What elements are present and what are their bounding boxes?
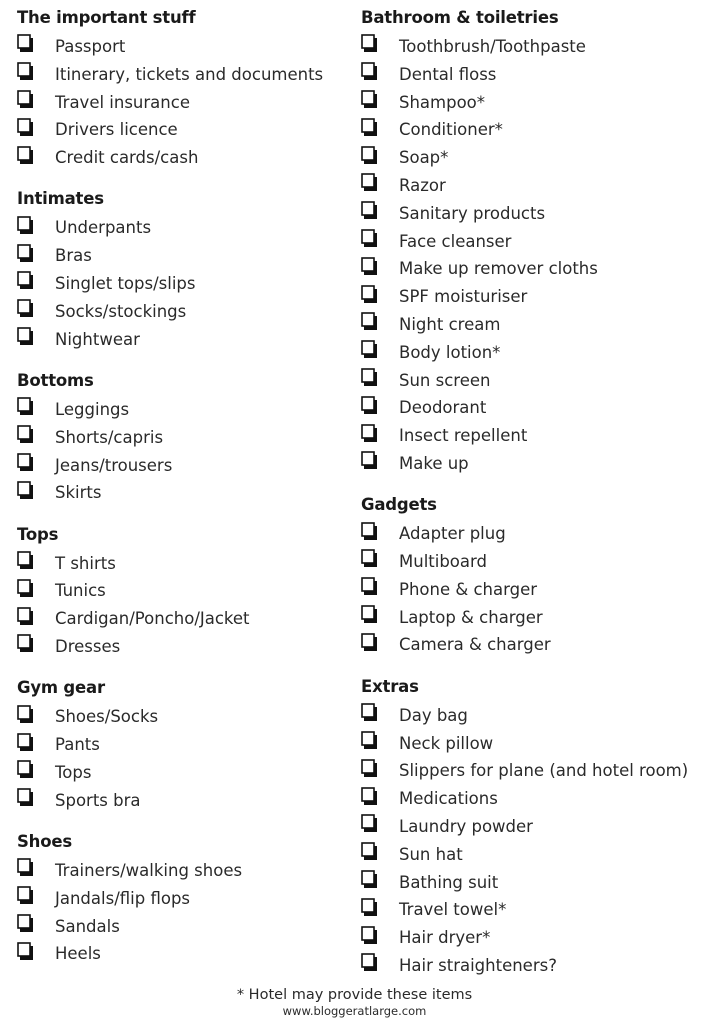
checklist-item[interactable] (17, 242, 352, 270)
checklist-item-label: Tunics (55, 581, 106, 601)
section-gym-gear (17, 676, 352, 814)
checklist-item[interactable] (17, 731, 352, 759)
checklist-item-label: Nightwear (55, 329, 140, 349)
checkbox-with-shadow-icon[interactable] (361, 605, 378, 624)
checklist-item-label: Drivers licence (55, 120, 178, 140)
checkbox-with-shadow-icon[interactable] (361, 953, 378, 972)
checkbox-with-shadow-icon[interactable] (361, 146, 378, 165)
checklist-item[interactable] (361, 757, 701, 785)
checklist-item-label: Itinerary, tickets and documents (55, 64, 324, 84)
checklist-item-label: SPF moisturiser (399, 287, 528, 307)
checklist-item-label: Bathing suit (399, 872, 499, 892)
checklist-item-label: Shampoo* (399, 92, 486, 112)
checklist-item-label: Sports bra (55, 790, 141, 810)
checklist-item-label: Sanitary products (399, 203, 546, 223)
checklist-item-label: Jandals/flip flops (55, 888, 191, 908)
checklist-item-label: Skirts (55, 483, 102, 503)
checkbox-with-shadow-icon[interactable] (17, 914, 34, 933)
checkbox-with-shadow-icon[interactable] (17, 397, 34, 416)
checklist-item-label: Face cleanser (399, 231, 512, 251)
checklist-item-label: Shoes/Socks (55, 707, 159, 727)
checklist-item-label: Leggings (55, 399, 130, 419)
checkbox-with-shadow-icon[interactable] (361, 703, 378, 722)
checklist-item[interactable] (361, 89, 701, 117)
checkbox-with-shadow-icon[interactable] (361, 62, 378, 81)
checklist-item[interactable] (17, 479, 352, 507)
checkbox-with-shadow-icon[interactable] (17, 788, 34, 807)
checklist-item[interactable] (17, 214, 352, 242)
checkbox-with-shadow-icon[interactable] (17, 705, 34, 724)
checkbox-with-shadow-icon[interactable] (361, 842, 378, 861)
checklist-item-label: Deodorant (399, 398, 487, 418)
checkbox-with-shadow-icon[interactable] (17, 146, 34, 165)
checklist-item[interactable] (17, 452, 352, 480)
checklist-item[interactable] (361, 631, 701, 659)
section-title: Tops (17, 524, 59, 544)
checkbox-with-shadow-icon[interactable] (17, 942, 34, 961)
checklist-item-label: Dresses (55, 637, 121, 657)
checklist-item[interactable] (17, 759, 352, 787)
checklist-item-label: Multiboard (399, 552, 487, 572)
checkbox-with-shadow-icon[interactable] (361, 257, 378, 276)
checklist-item-label: Travel insurance (55, 92, 190, 112)
checklist-item-label: Hair straighteners? (399, 955, 557, 975)
checkbox-with-shadow-icon[interactable] (17, 118, 34, 137)
section-title: Bathroom & toiletries (361, 8, 559, 27)
checklist-item-label: Singlet tops/slips (55, 274, 196, 294)
checklist-item-label: Sun screen (399, 370, 491, 390)
checklist-column-left (17, 6, 352, 984)
checklist-item[interactable] (361, 869, 701, 897)
checklist-item[interactable] (17, 787, 352, 815)
checklist-item-label: Travel towel* (399, 900, 507, 920)
checklist-item[interactable] (17, 144, 352, 172)
footer (0, 986, 709, 1019)
checklist-item[interactable] (17, 703, 352, 731)
checklist-item[interactable] (361, 841, 701, 869)
checklist-item-label: Pants (55, 735, 100, 755)
checklist-item[interactable] (361, 422, 701, 450)
section-title: Shoes (17, 832, 72, 852)
checklist-item[interactable] (361, 952, 701, 980)
checkbox-with-shadow-icon[interactable] (361, 90, 378, 109)
checklist-item[interactable] (361, 172, 701, 200)
checkbox-with-shadow-icon[interactable] (361, 312, 378, 331)
section-title: Bottoms (17, 370, 94, 390)
checklist-item-label: Make up (399, 453, 469, 473)
checklist-item-label: Jeans/trousers (55, 455, 173, 475)
checkbox-with-shadow-icon[interactable] (361, 229, 378, 248)
checkbox-with-shadow-icon[interactable] (361, 633, 378, 652)
checkbox-with-shadow-icon[interactable] (17, 481, 34, 500)
checkbox-with-shadow-icon[interactable] (17, 327, 34, 346)
checklist-item-label: Laptop & charger (399, 607, 543, 627)
checkbox-with-shadow-icon[interactable] (17, 425, 34, 444)
checklist-item-label: Hair dryer* (399, 928, 491, 948)
checklist-item-label: Sun hat (399, 844, 463, 864)
checklist-item[interactable] (17, 550, 352, 578)
checklist-item-label: Bras (55, 246, 92, 266)
checklist-item[interactable] (361, 813, 701, 841)
checklist-item-label: Toothbrush/Toothpaste (399, 37, 586, 56)
checklist-item[interactable] (361, 548, 701, 576)
checklist-item[interactable] (17, 913, 352, 941)
checklist-item-label: Conditioner* (399, 120, 503, 140)
checkbox-with-shadow-icon[interactable] (17, 216, 34, 235)
checklist-item[interactable] (17, 424, 352, 452)
checklist-item-label: Camera & charger (399, 635, 551, 655)
checklist-item[interactable] (17, 885, 352, 913)
checklist-item-label: Passport (55, 37, 126, 56)
checklist-item[interactable] (17, 326, 352, 354)
checkbox-with-shadow-icon[interactable] (17, 271, 34, 290)
checkbox-with-shadow-icon[interactable] (361, 340, 378, 359)
checklist-item-label: Credit cards/cash (55, 148, 199, 168)
checklist-item-label: Adapter plug (399, 524, 506, 544)
checklist-item-label: Laundry powder (399, 816, 533, 836)
checkbox-with-shadow-icon[interactable] (17, 90, 34, 109)
checklist-item[interactable] (17, 577, 352, 605)
checklist-item[interactable] (17, 116, 352, 144)
checkbox-with-shadow-icon[interactable] (361, 759, 378, 778)
checklist-item-label: Medications (399, 789, 498, 809)
checklist-item[interactable] (17, 270, 352, 298)
section-bottoms (17, 369, 352, 507)
checklist-item[interactable] (17, 857, 352, 885)
checklist-item[interactable] (17, 605, 352, 633)
checklist-item[interactable] (361, 283, 701, 311)
checklist-item-label: Heels (55, 944, 101, 964)
checkbox-with-shadow-icon[interactable] (361, 34, 378, 53)
checklist-item-label: Sandals (55, 916, 120, 936)
section-title: Gadgets (361, 495, 437, 515)
checkbox-with-shadow-icon[interactable] (361, 814, 378, 833)
checklist-item-label: Trainers/walking shoes (55, 861, 243, 881)
section-title: The important stuff (17, 8, 196, 27)
checklist-item[interactable] (17, 396, 352, 424)
checklist-item[interactable] (361, 228, 701, 256)
checkbox-with-shadow-icon[interactable] (361, 451, 378, 470)
section-the-important-stuff (17, 6, 352, 172)
checkbox-with-shadow-icon[interactable] (361, 424, 378, 443)
checklist-item[interactable] (361, 394, 701, 422)
checklist-item[interactable] (361, 255, 701, 283)
checklist-item[interactable] (361, 896, 701, 924)
checklist-item-label: Night cream (399, 314, 501, 334)
checkbox-with-shadow-icon[interactable] (361, 731, 378, 750)
checkbox-with-shadow-icon[interactable] (361, 285, 378, 304)
checklist-item[interactable] (17, 89, 352, 117)
checklist-item[interactable] (361, 576, 701, 604)
checklist-item-label: Insect repellent (399, 426, 528, 446)
checklist-item[interactable] (361, 604, 701, 632)
section-gadgets (361, 493, 701, 659)
checkbox-with-shadow-icon[interactable] (361, 201, 378, 220)
checkbox-with-shadow-icon[interactable] (361, 173, 378, 192)
checkbox-with-shadow-icon[interactable] (17, 733, 34, 752)
checkbox-with-shadow-icon[interactable] (361, 549, 378, 568)
section-bathroom-toiletries (361, 6, 701, 478)
checklist-item-label: Underpants (55, 218, 152, 238)
checkbox-with-shadow-icon[interactable] (17, 453, 34, 472)
checklist-item[interactable] (361, 61, 701, 89)
checklist-item-label: Razor (399, 175, 446, 195)
checklist-item[interactable] (361, 450, 701, 478)
section-tops (17, 523, 352, 661)
checklist-item-label: Tops (55, 762, 92, 782)
checklist-item[interactable] (17, 33, 352, 61)
checklist-item[interactable] (361, 702, 701, 730)
checklist-item[interactable] (17, 940, 352, 968)
section-intimates (17, 187, 352, 353)
checklist-item-label: Day bag (399, 705, 468, 725)
checklist-item[interactable] (361, 144, 701, 172)
section-shoes (17, 830, 352, 968)
checkbox-with-shadow-icon[interactable] (361, 396, 378, 415)
section-title: Intimates (17, 189, 104, 209)
checklist-item-label: Cardigan/Poncho/Jacket (55, 609, 250, 629)
checklist-item[interactable] (17, 298, 352, 326)
section-title: Extras (361, 676, 419, 696)
checkbox-with-shadow-icon[interactable] (17, 579, 34, 598)
checklist-item-label: Socks/stockings (55, 301, 187, 321)
checklist-item-label: Soap* (399, 148, 449, 168)
checklist-item[interactable] (361, 520, 701, 548)
checkbox-with-shadow-icon[interactable] (361, 787, 378, 806)
checklist-item[interactable] (17, 633, 352, 661)
checkbox-with-shadow-icon[interactable] (17, 551, 34, 570)
footer-note: * Hotel may provide these items (236, 987, 473, 1003)
checklist-item-label: Make up remover cloths (399, 259, 598, 279)
checklist-item[interactable] (361, 339, 701, 367)
checkbox-with-shadow-icon[interactable] (17, 244, 34, 263)
checkbox-with-shadow-icon[interactable] (17, 62, 34, 81)
checklist-item-label: Neck pillow (399, 733, 494, 753)
checkbox-with-shadow-icon[interactable] (361, 870, 378, 889)
checkbox-with-shadow-icon[interactable] (361, 898, 378, 917)
checklist-item-label: Phone & charger (399, 579, 538, 599)
checkbox-with-shadow-icon[interactable] (17, 760, 34, 779)
section-title: Gym gear (17, 678, 105, 698)
checkbox-with-shadow-icon[interactable] (17, 607, 34, 626)
checkbox-with-shadow-icon[interactable] (17, 858, 34, 877)
checkbox-with-shadow-icon[interactable] (361, 577, 378, 596)
checkbox-with-shadow-icon[interactable] (361, 522, 378, 541)
checklist-item[interactable] (361, 116, 701, 144)
checklist-item[interactable] (361, 200, 701, 228)
checkbox-with-shadow-icon[interactable] (17, 634, 34, 653)
checkbox-with-shadow-icon[interactable] (17, 886, 34, 905)
checklist-item-label: Shorts/capris (55, 427, 164, 447)
section-extras (361, 675, 701, 980)
checklist-item[interactable] (361, 311, 701, 339)
checklist-item[interactable] (361, 924, 701, 952)
checkbox-with-shadow-icon[interactable] (17, 299, 34, 318)
checklist-item[interactable] (361, 730, 701, 758)
checklist-item-label: Body lotion* (399, 342, 501, 362)
checkbox-with-shadow-icon[interactable] (361, 368, 378, 387)
checklist-column-right (361, 6, 701, 995)
checkbox-with-shadow-icon[interactable] (361, 926, 378, 945)
checklist-item-label: Dental floss (399, 64, 497, 84)
checklist-item[interactable] (17, 61, 352, 89)
checkbox-with-shadow-icon[interactable] (17, 34, 34, 53)
checkbox-with-shadow-icon[interactable] (361, 118, 378, 137)
checklist-item-label: T shirts (55, 553, 116, 573)
checklist-item-label: Slippers for plane (and hotel room) (399, 761, 689, 781)
checklist-item[interactable] (361, 367, 701, 395)
footer-url: www.bloggeratlarge.com (282, 1004, 427, 1018)
checklist-item[interactable] (361, 33, 701, 61)
checklist-item[interactable] (361, 785, 701, 813)
